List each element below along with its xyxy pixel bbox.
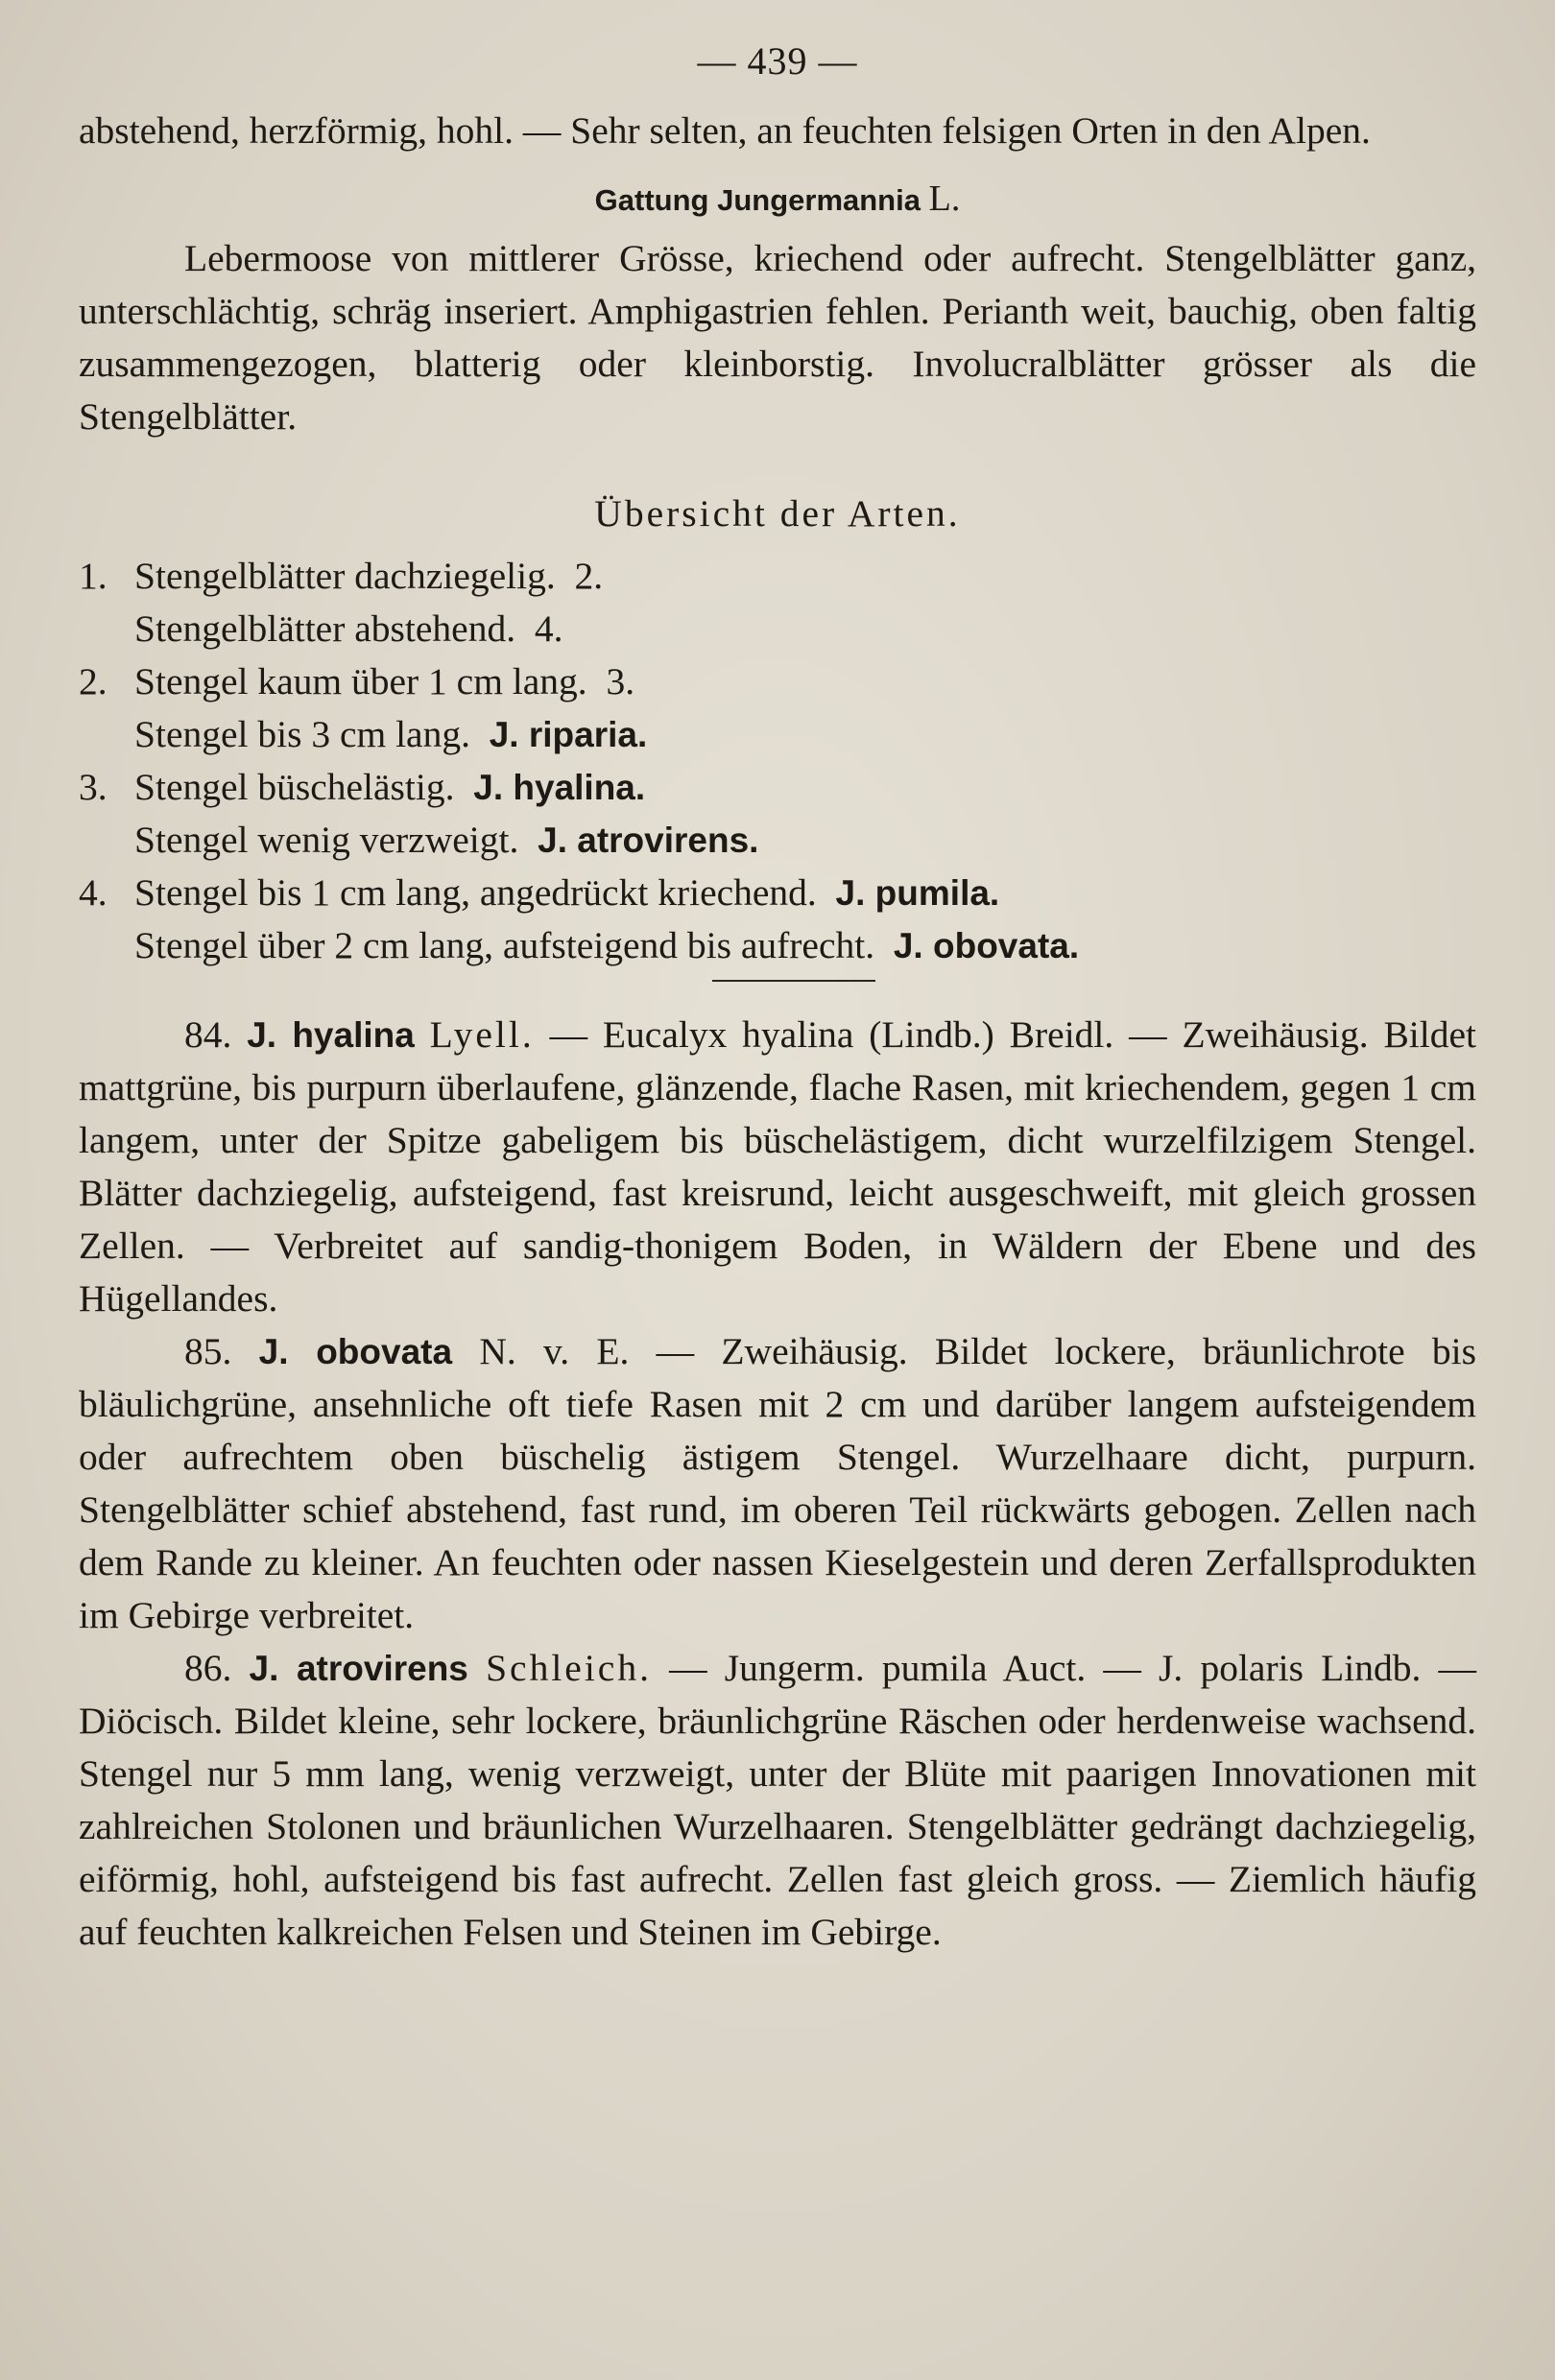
key-target: 4. <box>534 607 563 650</box>
entry-text: — Jungerm. pumila Auct. — J. polaris Lindb. — Diöcisch. Bildet kleine, sehr lockere, bräunlichgrüne Räschen oder herdenweise wachsend. Stengel nur 5 mm lang, wenig verzweigt, unter der Blüte mit paarigen Innovationen mit zahlreichen Stolonen und bräunlichen Wurzelhaaren. Stengelblätter gedrängt dachziegelig, eiförmig, hohl, aufsteigend bis fast aufrecht. Zellen fast gleich gross. — Ziemlich häufig auf feuchten kalkreichen Felsen und Steinen im Gebirge. <box>79 1647 1477 1953</box>
entry-species: J. atrovirens <box>249 1649 468 1688</box>
species-entry-84 <box>79 1009 1476 1325</box>
key-text: Stengel über 2 cm lang, aufsteigend bis aufrecht. <box>134 924 875 966</box>
species-entry-86 <box>79 1642 1476 1959</box>
page-number: — 439 — <box>697 39 858 83</box>
key-number: 4. <box>79 871 108 914</box>
key-species: J. pumila. <box>835 873 1000 913</box>
key-line <box>79 603 1476 655</box>
genus-author: L. <box>928 178 961 219</box>
key-species: J. hyalina. <box>473 768 646 807</box>
entry-species: J. hyalina <box>247 1015 415 1055</box>
overview-title: Übersicht der Arten. <box>594 492 961 535</box>
key-species: J. obovata. <box>893 926 1080 965</box>
genus-name: Gattung Jungermannia <box>594 183 921 217</box>
key-number: 1. <box>79 555 108 597</box>
entry-number: 85. <box>184 1330 232 1372</box>
entry-number: 86. <box>184 1647 232 1689</box>
key-number: 3. <box>79 766 108 808</box>
key-text: Stengelblätter abstehend. <box>134 607 516 650</box>
key-species: J. riparia. <box>489 715 648 754</box>
genus-heading <box>79 173 1476 226</box>
key-number <box>79 708 134 761</box>
entry-species: J. obovata <box>258 1332 453 1371</box>
key-line <box>79 550 1476 603</box>
key-target: 2. <box>574 555 604 597</box>
key-species: J. atrovirens. <box>538 821 759 860</box>
entry-text: — Eucalyx hyalina (Lindb.) Breidl. — Zweihäusig. Bildet mattgrüne, bis purpurn überlaufene, glänzende, flache Rasen, mit kriechendem, gegen 1 cm langem, unter der Spitze gabeligem bis büschelästigem, dicht wurzelfilzigem Stengel. Blätter dachziegelig, aufsteigend, fast kreisrund, leicht ausgeschweift, mit gleich grossen Zellen. — Verbreitet auf sandig-thonigem Boden, in Wäldern der Ebene und des Hügellandes. <box>79 1013 1476 1320</box>
key-line <box>79 655 1476 708</box>
key-line <box>79 761 1476 814</box>
key-line <box>79 814 1476 867</box>
entry-author: N. v. E. <box>479 1330 630 1372</box>
key-text: Stengel kaum über 1 cm lang. <box>134 660 587 702</box>
intro-paragraph: abstehend, herzförmig, hohl. — Sehr selten, an feuchten felsigen Orten in den Alpen. <box>79 109 1371 152</box>
key-line <box>79 919 1476 972</box>
species-key <box>79 550 1476 972</box>
entry-author: Lyell. <box>429 1013 535 1056</box>
species-entry-85 <box>79 1325 1476 1642</box>
key-text: Stengel bis 1 cm lang, angedrückt kriechend. <box>134 871 817 914</box>
key-line <box>79 867 1476 919</box>
key-number <box>79 814 134 867</box>
entry-author: Schleich. <box>486 1647 652 1689</box>
key-number <box>79 919 134 972</box>
key-text: Stengelblätter dachziegelig. <box>134 555 556 597</box>
entry-number: 84. <box>184 1013 232 1056</box>
page-text <box>79 105 1476 1959</box>
key-number: 2. <box>79 660 108 702</box>
entry-text: — Zweihäusig. Bildet lockere, bräunlichrote bis bläulichgrüne, ansehnliche oft tiefe Rasen mit 2 cm und darüber langem aufsteigendem oder aufrechtem oben büschelig ästigem Stengel. Wurzelhaare dicht, purpurn. Stengelblätter schief abstehend, fast rund, im oberen Teil rückwärts gebogen. Zellen nach dem Rande zu kleiner. An feuchten oder nassen Kieselgestein und deren Zerfallsprodukten im Gebirge verbreitet. <box>79 1330 1477 1636</box>
section-divider <box>712 980 875 982</box>
genus-description: Lebermoose von mittlerer Grösse, kriechend oder aufrecht. Stengelblätter ganz, unterschlächtig, schräg inseriert. Amphigastrien fehlen. Perianth weit, bauchig, oben faltig zusammengezogen, blatterig oder kleinborstig. Involucralblätter grösser als die Stengelblätter. <box>79 237 1476 438</box>
key-number <box>79 603 134 655</box>
key-target: 3. <box>606 660 635 702</box>
key-text: Stengel wenig verzweigt. <box>134 819 519 861</box>
key-line <box>79 708 1476 761</box>
key-text: Stengel büschelästig. <box>134 766 455 808</box>
key-text: Stengel bis 3 cm lang. <box>134 713 470 755</box>
